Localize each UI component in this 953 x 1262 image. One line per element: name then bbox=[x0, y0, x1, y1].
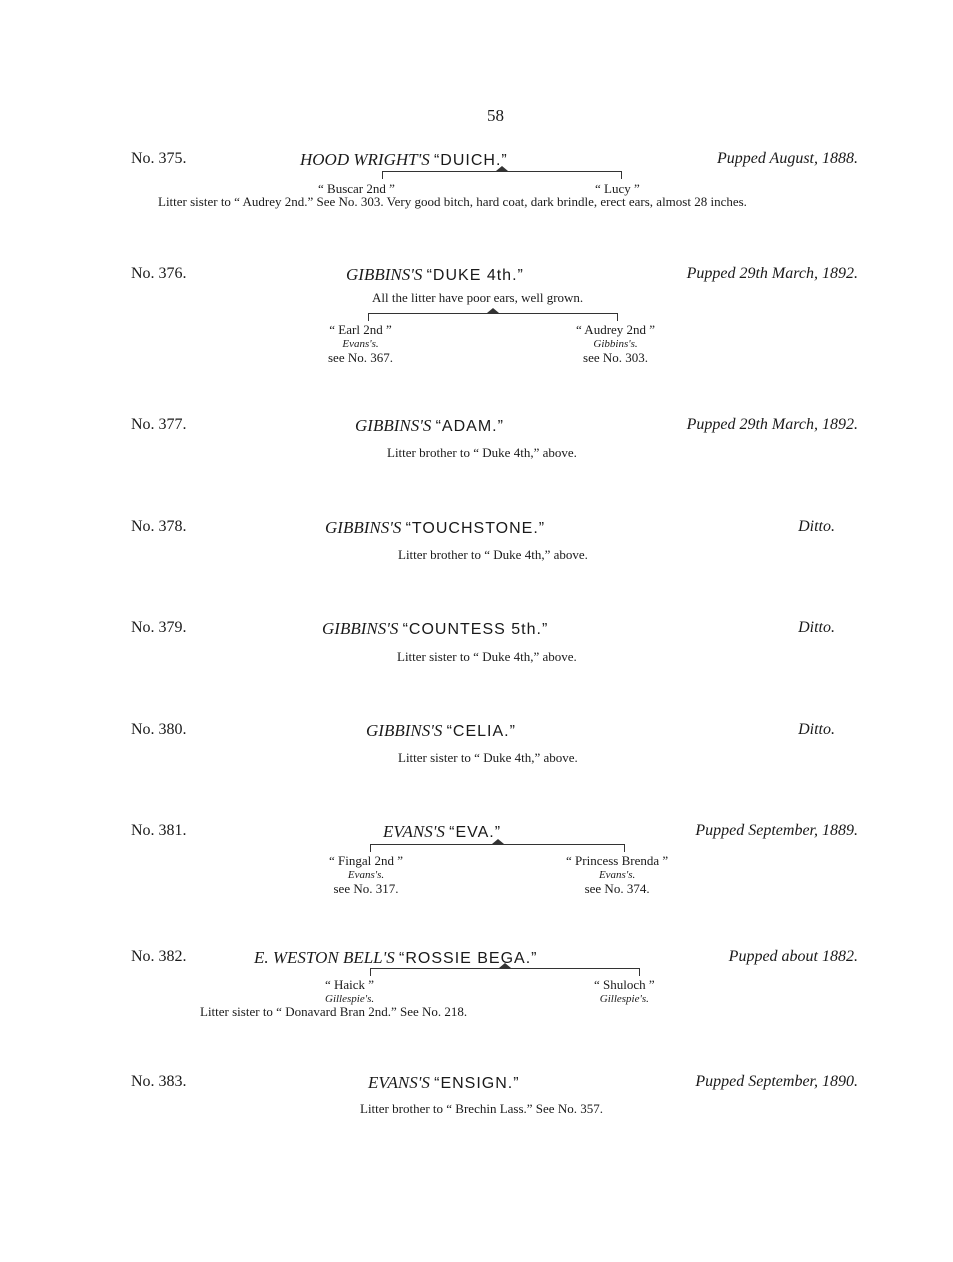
dam-block bbox=[576, 323, 655, 364]
dam-name: “ Princess Brenda ” bbox=[566, 853, 669, 868]
sire-ref: see No. 367. bbox=[328, 350, 393, 365]
dog-name: “CELIA.” bbox=[446, 723, 516, 740]
dog-name: “DUICH.” bbox=[433, 152, 508, 169]
entry-number: No. 379. bbox=[131, 619, 187, 636]
entry-title bbox=[383, 822, 501, 842]
owner-name: GIBBINS'S bbox=[325, 518, 402, 537]
owner-name: GIBBINS'S bbox=[366, 721, 443, 740]
dam-block bbox=[594, 978, 655, 1006]
dam-owner: Gillespie's. bbox=[599, 993, 649, 1005]
pupped-date: Pupped September, 1890. bbox=[695, 1073, 858, 1090]
dog-name: “COUNTESS 5th.” bbox=[402, 621, 549, 638]
owner-name: GIBBINS'S bbox=[346, 265, 423, 284]
sire-name: “ Buscar 2nd ” bbox=[318, 181, 395, 196]
entry-number: No. 380. bbox=[131, 721, 187, 738]
entry-note: Litter brother to “ Duke 4th,” above. bbox=[398, 547, 588, 562]
entry-number: No. 383. bbox=[131, 1073, 187, 1090]
entry-note: Litter brother to “ Brechin Lass.” See No. 357. bbox=[360, 1101, 603, 1116]
pupped-date: Pupped August, 1888. bbox=[716, 150, 858, 167]
entry-title bbox=[325, 518, 545, 538]
entry-note: Litter brother to “ Duke 4th,” above. bbox=[387, 445, 577, 460]
pupped-date: Pupped 29th March, 1892. bbox=[686, 416, 858, 433]
entry-number: No. 382. bbox=[131, 948, 187, 965]
dam-owner: Evans's. bbox=[598, 869, 636, 881]
entry-number: No. 375. bbox=[131, 150, 187, 167]
dam-name: “ Audrey 2nd ” bbox=[576, 322, 656, 337]
sire-owner: Evans's. bbox=[342, 338, 379, 350]
pupped-date: Ditto. bbox=[798, 518, 835, 535]
pedigree-bracket bbox=[382, 171, 622, 180]
sire-name: “ Earl 2nd ” bbox=[329, 322, 392, 337]
owner-name: EVANS'S bbox=[383, 822, 445, 841]
dog-name: “ENSIGN.” bbox=[434, 1075, 520, 1092]
sire-ref: see No. 317. bbox=[333, 881, 399, 896]
owner-name: GIBBINS'S bbox=[322, 619, 399, 638]
dog-name: “ROSSIE BEGA.” bbox=[399, 950, 538, 967]
dam-name: “ Lucy ” bbox=[595, 181, 640, 196]
dam-block bbox=[566, 854, 668, 895]
entry-number: No. 381. bbox=[131, 822, 187, 839]
pupped-date: Pupped September, 1889. bbox=[695, 822, 858, 839]
entry-title bbox=[346, 265, 524, 285]
pupped-date: Pupped 29th March, 1892. bbox=[686, 265, 858, 282]
dam-owner: Gibbins's. bbox=[593, 338, 638, 350]
entry-title bbox=[254, 948, 537, 968]
dam-ref: see No. 303. bbox=[583, 350, 649, 365]
dog-name: “EVA.” bbox=[449, 824, 502, 841]
owner-name: EVANS'S bbox=[368, 1073, 430, 1092]
sire-block bbox=[328, 323, 393, 364]
pupped-date: Ditto. bbox=[798, 721, 835, 738]
entry-note: Litter sister to “ Duke 4th,” above. bbox=[397, 649, 577, 664]
entry-number: No. 378. bbox=[131, 518, 187, 535]
dog-name: “DUKE 4th.” bbox=[426, 267, 524, 284]
entry-title bbox=[355, 416, 504, 436]
sire-owner: Gillespie's. bbox=[325, 993, 375, 1005]
sire-owner: Evans's. bbox=[347, 869, 385, 881]
entry-note: Litter sister to “ Donavard Bran 2nd.” See No. 218. bbox=[200, 1004, 468, 1019]
entry-title bbox=[322, 619, 548, 639]
pupped-date: Ditto. bbox=[798, 619, 835, 636]
page-number: 58 bbox=[487, 106, 504, 125]
entry-number: No. 376. bbox=[131, 265, 187, 282]
owner-name: HOOD WRIGHT'S bbox=[300, 150, 430, 169]
entry-note: All the litter have poor ears, well grown. bbox=[372, 290, 584, 305]
dog-name: “TOUCHSTONE.” bbox=[405, 520, 546, 537]
entry-title bbox=[366, 721, 516, 741]
sire-name: “ Haick ” bbox=[325, 977, 375, 992]
owner-name: GIBBINS'S bbox=[355, 416, 432, 435]
pupped-date: Pupped about 1882. bbox=[728, 948, 858, 965]
dam-name: “ Shuloch ” bbox=[594, 977, 655, 992]
entry-title bbox=[300, 150, 508, 170]
sire-name: “ Fingal 2nd ” bbox=[329, 853, 404, 868]
entry-note: Litter sister to “ Duke 4th,” above. bbox=[398, 750, 578, 765]
dog-name: “ADAM.” bbox=[435, 418, 504, 435]
sire-block bbox=[329, 854, 403, 895]
pedigree-bracket bbox=[368, 313, 618, 322]
pedigree-bracket bbox=[370, 844, 625, 853]
entry-number: No. 377. bbox=[131, 416, 187, 433]
owner-name: E. WESTON BELL'S bbox=[254, 948, 395, 967]
entry-note: Litter sister to “ Audrey 2nd.” See No. 303. Very good bitch, hard coat, dark brindle, erect ears, almost 28 inches. bbox=[158, 194, 747, 209]
sire-block bbox=[325, 978, 374, 1006]
entry-title bbox=[368, 1073, 520, 1093]
dam-ref: see No. 374. bbox=[584, 881, 650, 896]
pedigree-bracket bbox=[370, 968, 640, 977]
